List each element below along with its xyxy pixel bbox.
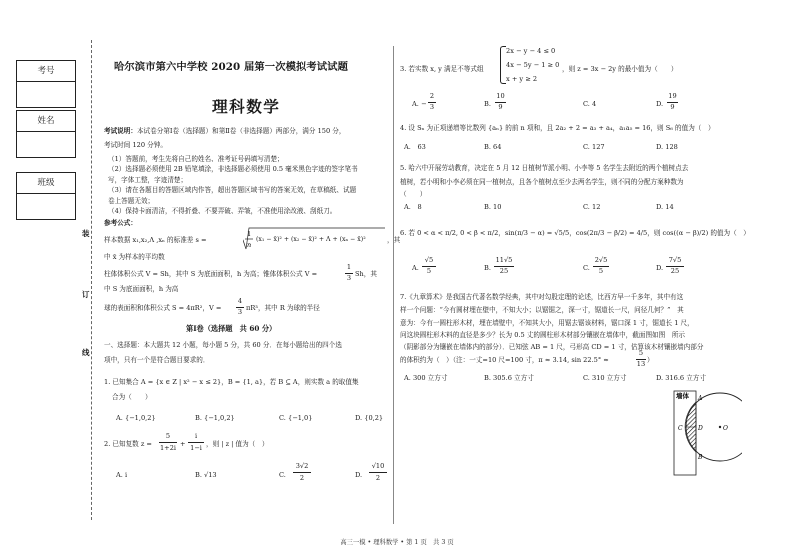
q3-constraint-3: x + y ≥ 2 [506,75,538,83]
q2-option-d[interactable]: D. √10 2 [355,471,362,480]
exam-number-label: 考号 [17,61,75,82]
q7-option-b[interactable]: B. 305.6 立方寸 [484,374,534,382]
q7-frac-den: 13 [636,360,646,368]
q5-line-1: 5. 哈六中开展劳动教育，决定在 5 月 12 日植树节派小明、小李等 5 名学生去附近的两个植树点去 [400,164,689,172]
q5-option-a[interactable]: A. 8 [404,203,422,211]
cylinder-formula: 柱体体积公式 V = Sh，其中 S 为底面面积，h 为高；锥体体积公式 V = [104,270,318,278]
sphere-formula-b: πR³，其中 R 为球的半径 [246,304,320,312]
name-label: 姓名 [17,111,75,132]
q7-line-1: 7.《九章算术》是我国古代著名数学经典，其中对勾股定理的论述，比西方早一千多年，其中有这 [400,293,684,301]
q7-option-a[interactable]: A. 300 立方寸 [404,374,448,382]
q3-option-a[interactable]: A. − 2 3 [412,92,435,111]
q4-stem: 4. 设 Sₙ 为正项递增等比数列 {aₙ} 的前 n 项和，且 2a₂ + 2 = a₃ + a₄，a₁a₅ = 16，则 S₆ 的值为（ ） [400,124,715,132]
q5-option-d[interactable]: D. 14 [656,203,674,211]
q5-line-3: （ ） [400,190,427,198]
q1-option-b[interactable]: B. {−1,0,2} [195,414,235,422]
q1-stem-2: 合为（ ） [112,393,152,401]
q6-option-d[interactable]: D. 7√5 25 [656,264,663,273]
q1-option-a[interactable]: A. {−1,0,2} [116,414,156,422]
q2-frac2-num: i [194,432,198,440]
cone-line-2: 中 S 为底面面积，h 为高 [104,285,179,293]
point-c-label: C [678,425,683,432]
q6-option-a[interactable]: A. √5 5 [412,264,419,273]
subject-title: 理科数学 [212,97,281,116]
sphere-formula-a: 球的表面积和体积公式 S = 4πR²，V = [104,304,222,312]
q2-option-b[interactable]: B. √13 [195,471,217,479]
q3-option-c[interactable]: C. 4 [583,100,597,108]
sd-frac-den: n [247,241,252,249]
instruction-item: （4）保持卡面清洁，不得折叠、不要弄破、弄皱，不准使用涂改液、刮纸刀。 [108,207,337,215]
instructions-line-1: 考试说明：本试卷分第Ⅰ卷（选择题）和第Ⅱ卷（非选择题）两部分，满分 150 分， [104,127,346,135]
q3-constraint-1: 2x − y − 4 ≤ 0 [506,47,556,55]
q7-option-c[interactable]: C. 310 立方寸 [583,374,627,382]
part1-intro-1: 一、选择题：本大题共 12 小题，每小题 5 分，共 60 分．在每小题给出的四个选 [104,341,342,349]
mean-line: 中 x̄ 为样本的平均数 [104,253,165,261]
q2-option-a[interactable]: A. i [116,471,128,479]
binding-char-ding: 订 [82,290,90,299]
exam-title: 哈尔滨市第六中学校 2020 届第一次模拟考试试题 [114,61,348,73]
q6-stem: 6. 若 0 < α < π/2, 0 < β < π/2，sin(π/3 − α) = √5/5，cos(2π/3 − β/2) = 4/5，则 cos((α − β)/2) 的值为（ ） [400,229,750,237]
q2-frac1-den: 1+2i [159,444,177,452]
part1-intro-2: 项中，只有一个是符合题目要求的． [104,356,210,364]
instruction-item: （3）请在各题目的答题区域内作答，超出答题区域书写的答案无效，在草稿纸、试题 [108,186,357,194]
q2-stem-b: ，则 | z | 值为（ ） [206,440,269,448]
instruction-item: 卷上答题无效； [108,197,155,205]
wall-label: 墙体 [676,392,689,400]
q4-option-a[interactable]: A. 63 [404,143,426,151]
binding-char-zhuang: 装 [82,229,90,238]
instruction-item: （1）答题前，考生先将自己的姓名、准考证号码填写清楚； [108,155,284,163]
formula-sd-tail: ，其 [387,236,401,244]
name-box [16,110,76,158]
q3-stem-b: ，则 z = 3x − 2y 的最小值为（ ） [562,65,678,73]
q7-option-d[interactable]: D. 316.6 立方寸 [656,374,706,382]
q4-option-d[interactable]: D. 128 [656,143,678,151]
binding-char-xian: 线 [82,348,90,357]
q2-frac1-num: 5 [165,432,171,440]
q2-option-c[interactable]: C. 3√2 2 [279,471,286,480]
q2-plus: + [180,440,186,448]
q7-frac-num: 5 [638,349,644,357]
q6-option-c[interactable]: C. 2√5 5 [583,256,608,275]
q6-option-b[interactable]: B. 11√5 25 [484,256,513,275]
q7-line-2: 样一个问题：“今有圆材埋在壁中，不知大小；以锯锯之，深一寸，锯道长一尺，问径几何？” 其 [400,306,684,314]
instructions-line-2: 考试时间 120 分钟。 [104,141,167,149]
q3-option-b[interactable]: B. 10 9 [484,92,505,111]
point-d-label: D [698,425,703,432]
q1-option-d[interactable]: D. {0,2} [355,414,384,422]
instruction-item: （2）选择题必须使用 2B 铅笔填涂，非选择题必须使用 0.5 毫米黑色字迹的签字笔书 [108,165,358,173]
q7-line-6a: 的体积约为（ ）（注：一丈=10 尺=100 寸，π ≈ 3.14, sin 22.5° ≈ [400,356,609,364]
point-b-label: B [698,454,703,461]
q7-line-6b: ） [647,356,654,364]
q7-line-3: 意为：今有一圆柱形木材，埋在墙壁中，不知其大小，用锯去锯该材料，锯口深 1 寸，锯道长 1 尺， [400,319,694,327]
q3-stem-a: 3. 若实数 x, y 满足不等式组 [400,65,484,73]
cone-tail: Sh，其 [355,270,377,278]
exam-number-box [16,60,76,108]
q5-option-c[interactable]: C. 12 [583,203,601,211]
sd-frac-num: 1 [247,230,252,238]
name-field[interactable] [17,132,75,157]
q7-line-4: 问这块圆柱形木料的直径是多少？长为 0.5 丈的圆柱形木材部分镶嵌在墙体中，截面图如图 所示 [400,331,686,339]
q1-option-c[interactable]: C. {−1,0} [279,414,313,422]
q3-constraint-2: 4x − 5y − 1 ≥ 0 [506,61,560,69]
page-footer: 高三一模 • 理科数学 • 第 1 页 共 3 页 [340,539,454,546]
point-a-label: A [698,395,703,402]
cone-frac-den: 3 [346,274,352,282]
q2-stem-a: 2. 已知复数 z = [104,440,152,448]
formula-sd-radicand: (x₁ − x̄)² + (x₂ − x̄)² + Λ + (xₙ − x̄)² [256,236,366,243]
q2-frac1-bar [159,442,177,443]
column-divider [393,46,394,524]
q3-option-d[interactable]: D. 19 9 [656,92,677,111]
point-o-label: O [723,425,728,432]
binding-dashed-line [91,40,92,520]
q2-frac2-den: 1−i [190,444,202,452]
class-label: 班级 [17,173,75,194]
q7-line-5: （阴影部分为镶嵌在墙体内的部分）．已知弦 AB = 1 尺，弓形高 CD = 1 寸，估算该木材镶嵌墙内部分 [400,343,704,351]
q4-option-b[interactable]: B. 64 [484,143,502,151]
class-field[interactable] [17,194,75,219]
instructions-heading: 考试说明： [104,127,137,135]
center-point [719,426,721,428]
q1-stem-1: 1. 已知集合 A = {x ∈ Z | x² − x ≤ 2}，B = {1, a}，若 B ⊆ A，则实数 a 的取值集 [104,378,359,386]
q5-line-2: 植树，若小明和小李必须在同一植树点，且各个植树点至少去两名学生，则不同的分配方案种数为 [400,178,684,186]
q5-option-b[interactable]: B. 10 [484,203,502,211]
instruction-item: 写，字体工整，字迹清楚； [108,176,188,184]
class-box [16,172,76,220]
sphere-frac-den: 3 [237,308,243,316]
q7-wall-log-figure [672,385,742,490]
formula-sd-text: 样本数据 x₁,x₂,Λ ,xₙ 的标准差 s = [104,236,207,244]
q4-option-c[interactable]: C. 127 [583,143,605,151]
cone-frac-num: 1 [346,263,352,271]
sphere-frac-num: 4 [237,297,243,305]
exam-number-field[interactable] [17,82,75,107]
q2-frac2-bar [188,442,204,443]
part1-title: 第Ⅰ卷（选择题 共 60 分） [186,324,277,333]
reference-heading: 参考公式： [104,219,137,227]
